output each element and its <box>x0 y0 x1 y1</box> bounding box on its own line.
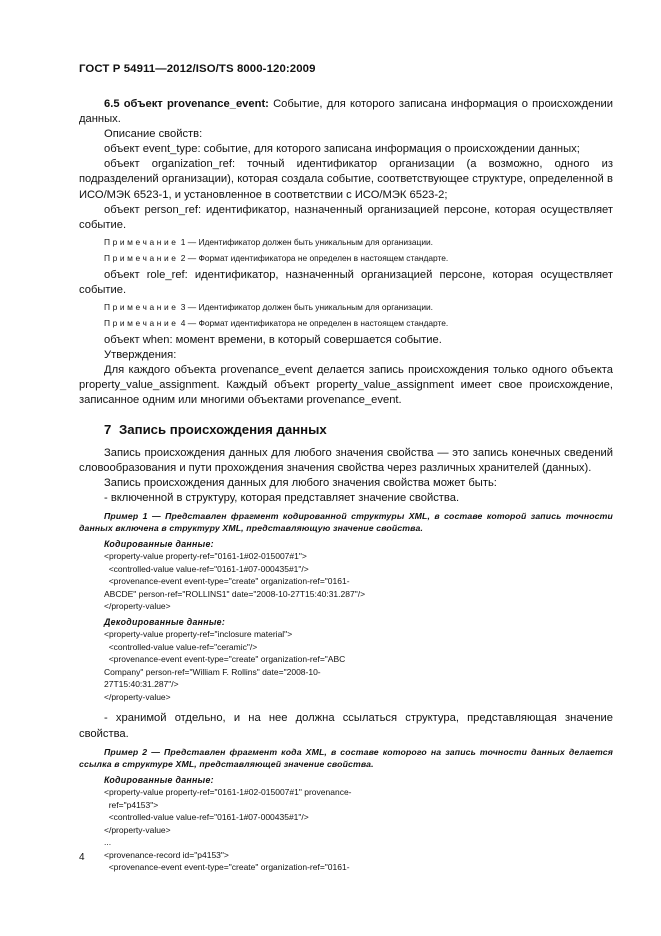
code-line: <provenance-event event-type="create" organization-ref="0161- <box>104 576 350 587</box>
code-line: <provenance-event event-type="create" organization-ref="0161- <box>104 862 350 873</box>
section-7-heading: 7 Запись происхождения данных <box>104 421 327 437</box>
code-block-coded-1 <box>104 550 613 613</box>
page-number: 4 <box>79 852 85 863</box>
note-3: Примечание 3 — Идентификатор должен быть уникальным для организации. <box>104 302 434 313</box>
list-item-1: - включенной в структуру, которая представляет значение свойства. <box>104 491 460 504</box>
code-line: <property-value property-ref="0161-1#02-015007#1" provenance- <box>104 787 352 798</box>
page-body <box>79 97 613 874</box>
properties-label: Описание свойств: <box>104 128 203 141</box>
code-line: 27T15:40:31.287"/> <box>104 679 179 690</box>
list-item-2: - хранимой отдельно, и на нее должна ссылаться структура, представляющая значение свойства. <box>79 712 613 740</box>
code-line: </property-value> <box>104 691 171 702</box>
code-line: <property-value property-ref="0161-1#02-015007#1"> <box>104 551 307 562</box>
definition-6-5: 6.5 объект provenance_event: Событие, для которого записана информация о происхождении данных. <box>79 98 613 126</box>
code-block-decoded-1 <box>104 628 613 703</box>
role-ref-desc: объект role_ref: идентификатор, назначенный организацией персоне, которая осуществляет событие. <box>79 268 613 296</box>
code-line: </property-value> <box>104 824 171 835</box>
code-line: Company" person-ref="William F. Rollins" date="2008-10- <box>104 666 321 677</box>
code-block-coded-2 <box>104 786 613 874</box>
note-4: Примечание 4 — Формат идентификатора не определен в настоящем стандарте. <box>104 318 449 329</box>
section-7-para-2: Запись происхождения данных для любого значения свойства может быть: <box>104 476 497 489</box>
decoded-data-label: Декодированные данные: <box>104 616 226 627</box>
assertions-text: Для каждого объекта provenance_event делается запись происхождения только одного объекта property_value_assignment. Каждый объект property_value_assignment имеет свое происхождение, записанное одним или многими объектами provenance_event. <box>79 364 613 407</box>
code-line: ABCDE" person-ref="ROLLINS1" date="2008-10-27T15:40:31.287"/> <box>104 588 366 599</box>
code-line: ref="p4153"> <box>104 799 159 810</box>
code-line: </property-value> <box>104 601 171 612</box>
organization-ref-desc: объект organization_ref: точный идентификатор организации (а возможно, одного из подразделений организации), которая создала событие, соответствующее структуре, определенной в ИСО/МЭК 6523-1, и установленное в соответствии с ИСО/МЭК 6523-2; <box>79 158 613 201</box>
when-desc: объект when: момент времени, в который совершается событие. <box>104 334 442 347</box>
person-ref-desc: объект person_ref: идентификатор, назначенный организацией персоне, которая осуществляет событие. <box>79 203 613 231</box>
example-1: Пример 1 — Представлен фрагмент кодированной структуры XML, в составе которой запись точности данных включена в структуру XML, представляющую значение свойства. <box>79 510 613 534</box>
code-line: <property-value property-ref="inclosure material"> <box>104 629 293 640</box>
code-line: ... <box>104 837 112 848</box>
standard-header: ГОСТ Р 54911—2012/ISO/TS 8000-120:2009 <box>79 63 316 75</box>
code-line: <provenance-record id="p4153"> <box>104 849 229 860</box>
note-1: Примечание 1 — Идентификатор должен быть уникальным для организации. <box>104 236 434 247</box>
coded-data-label-2: Кодированные данные: <box>104 774 214 785</box>
coded-data-label-1: Кодированные данные: <box>104 538 214 549</box>
code-line: <controlled-value value-ref="0161-1#07-000435#1"/> <box>104 812 309 823</box>
code-line: <controlled-value value-ref="ceramic"/> <box>104 641 258 652</box>
event-type-desc: объект event_type: событие, для которого записана информация о происхождении данных; <box>104 143 580 156</box>
note-2: Примечание 2 — Формат идентификатора не определен в настоящем стандарте. <box>104 252 449 263</box>
section-7-para-1: Запись происхождения данных для любого значения свойства — это запись конечных сведений словообразования и пути прохождения значения свойства через различных хранителей (данных). <box>79 446 613 474</box>
code-line: <controlled-value value-ref="0161-1#07-000435#1"/> <box>104 563 309 574</box>
code-line: <provenance-event event-type="create" organization-ref="ABC <box>104 654 346 665</box>
assertions-label: Утверждения: <box>104 349 177 362</box>
example-2: Пример 2 — Представлен фрагмент кода XML, в составе которого на запись точности данных делается ссылка в структуре XML, представляющей значение свойства. <box>79 746 613 770</box>
